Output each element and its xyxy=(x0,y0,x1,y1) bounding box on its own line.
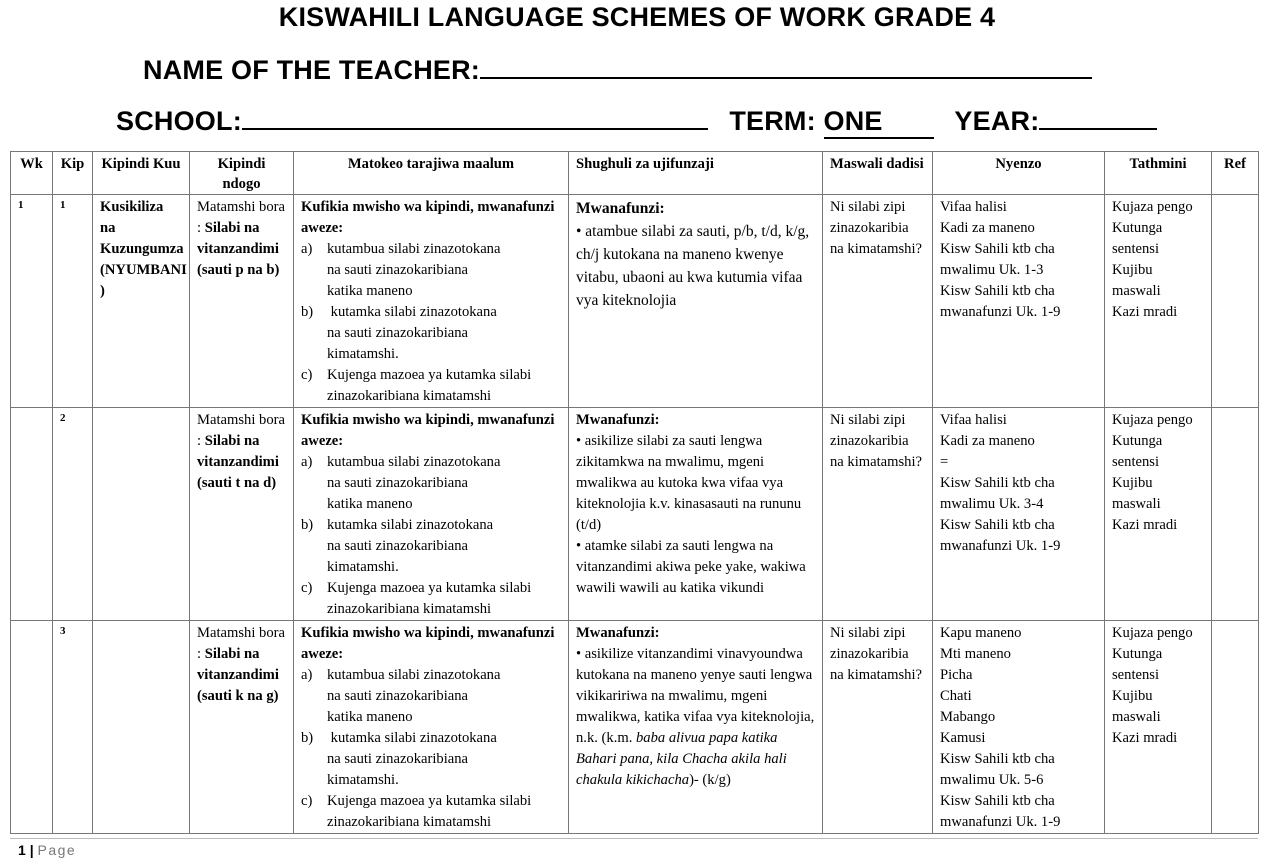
col-kipindi-kuu: Kipindi Kuu xyxy=(93,152,190,195)
nyenzo-cell xyxy=(933,621,1105,834)
teacher-label: NAME OF THE TEACHER: xyxy=(143,55,480,85)
list-item-cont: kimatamshi. xyxy=(327,346,399,362)
nyenzo-item: Picha xyxy=(940,667,973,683)
nyenzo-item: = xyxy=(940,454,949,470)
ref-cell xyxy=(1212,195,1259,408)
shughuli-cell xyxy=(569,195,823,408)
teacher-name-blank xyxy=(480,53,1092,79)
matokeo-cell xyxy=(294,195,569,408)
kip-cell: 3 xyxy=(53,621,93,834)
kipindi-ndogo-cell xyxy=(190,621,294,834)
nyenzo-item: Kamusi xyxy=(940,730,986,746)
matokeo-list xyxy=(301,452,561,620)
matokeo-list xyxy=(301,665,561,833)
col-kip: Kip xyxy=(53,152,93,195)
shughuli-text: • asikilize vitanzandimi vinavyoundwa kutokana na maneno yenye sauti lengwa vikikaririwa na mwalimu, mgeni mwalikwa, katika vifaa vya kiteknolojia, n.k. (k.m. baba alivua papa katika Bahari pana, kila Chacha akila hali chakula kikichacha)- (k/g) xyxy=(576,646,815,788)
shughuli-text: • asikilize silabi za sauti lengwa zikitamkwa na mwalimu, mgeni mwalikwa au kutoka kwa vifaa vya kiteknolojia k.v. kinasasauti na rununu (t/d) xyxy=(576,433,802,533)
tathmini-item: Kutunga sentensi xyxy=(1112,220,1163,257)
nyenzo-cell xyxy=(933,408,1105,621)
list-item: b) kutamka silabi zinazotokana xyxy=(301,730,497,746)
list-item: c) Kujenga mazoea ya kutamka silabi xyxy=(301,367,532,383)
shughuli-text: • atamke silabi za sauti lengwa na vitanzandimi akiwa peke yake, wakiwa wawili wawili au katika vikundi xyxy=(576,538,806,596)
kipindi-kuu-cell xyxy=(93,621,190,834)
page-footer xyxy=(18,842,76,858)
shughuli-cell xyxy=(569,621,823,834)
list-item: c) Kujenga mazoea ya kutamka silabi xyxy=(301,793,532,809)
matokeo-cell xyxy=(294,408,569,621)
term-label: TERM: xyxy=(729,106,816,136)
school-term-year-line xyxy=(116,104,1157,139)
header-row xyxy=(11,152,1259,195)
col-maswali: Maswali dadisi xyxy=(823,152,933,195)
document-title: KISWAHILI LANGUAGE SCHEMES OF WORK GRADE 4 xyxy=(278,2,996,32)
col-wk: Wk xyxy=(11,152,53,195)
list-item: b) kutamka silabi zinazotokana xyxy=(301,304,497,320)
tathmini-item: Kujibu maswali xyxy=(1112,688,1161,725)
nyenzo-item: Kisw Sahili ktb cha mwalimu Uk. 1-3 xyxy=(940,241,1055,278)
col-tathmini: Tathmini xyxy=(1105,152,1212,195)
tathmini-item: Kujaza pengo xyxy=(1112,625,1193,641)
nyenzo-cell xyxy=(933,195,1105,408)
list-item-cont: na sauti zinazokaribiana xyxy=(327,475,469,491)
tathmini-cell xyxy=(1105,408,1212,621)
tathmini-item: Kujibu maswali xyxy=(1112,262,1161,299)
kipindi-ndogo-cell xyxy=(190,195,294,408)
table-row xyxy=(11,195,1259,408)
page-number: 1 xyxy=(18,842,26,858)
table-row xyxy=(11,408,1259,621)
school-label: SCHOOL: xyxy=(116,106,242,136)
tathmini-item: Kazi mradi xyxy=(1112,730,1178,746)
matokeo-intro: Kufikia mwisho wa kipindi, mwanafunzi aweze: xyxy=(301,412,555,449)
kipindi-ndogo-cell xyxy=(190,408,294,621)
list-item-cont: na sauti zinazokaribiana xyxy=(327,751,469,767)
school-blank xyxy=(242,104,708,130)
tathmini-item: Kutunga sentensi xyxy=(1112,646,1163,683)
wk-cell xyxy=(11,408,53,621)
ref-cell xyxy=(1212,621,1259,834)
col-ref: Ref xyxy=(1212,152,1259,195)
nyenzo-item: Chati xyxy=(940,688,972,704)
list-item-cont: katika maneno xyxy=(327,709,413,725)
scheme-table xyxy=(10,151,1259,834)
shughuli-cell xyxy=(569,408,823,621)
list-item: a) kutambua silabi zinazotokana xyxy=(301,454,501,470)
page-word: Page xyxy=(37,842,77,858)
tathmini-item: Kujaza pengo xyxy=(1112,199,1193,215)
list-item-cont: kimatamshi. xyxy=(327,559,399,575)
ndogo-prefix: Matamshi bora : xyxy=(197,625,285,662)
nyenzo-item: Kadi za maneno xyxy=(940,433,1035,449)
ndogo-prefix: Matamshi bora : xyxy=(197,412,285,449)
list-item-cont: kimatamshi. xyxy=(327,772,399,788)
list-item-cont: zinazokaribiana kimatamshi xyxy=(327,601,492,617)
list-item-cont: na sauti zinazokaribiana xyxy=(327,325,469,341)
maswali-cell: Ni silabi zipi zinazokaribia na kimatamshi? xyxy=(823,408,933,621)
list-item: b) kutamka silabi zinazotokana xyxy=(301,517,494,533)
list-item: c) Kujenga mazoea ya kutamka silabi xyxy=(301,580,532,596)
matokeo-intro: Kufikia mwisho wa kipindi, mwanafunzi aweze: xyxy=(301,625,555,662)
nyenzo-item: Kadi za maneno xyxy=(940,220,1035,236)
list-item-cont: na sauti zinazokaribiana xyxy=(327,538,469,554)
nyenzo-item: Mabango xyxy=(940,709,996,725)
tathmini-item: Kazi mradi xyxy=(1112,517,1178,533)
list-item-cont: zinazokaribiana kimatamshi xyxy=(327,814,492,830)
tathmini-item: Kutunga sentensi xyxy=(1112,433,1163,470)
nyenzo-item: Mti maneno xyxy=(940,646,1011,662)
ref-cell xyxy=(1212,408,1259,621)
nyenzo-item: Vifaa halisi xyxy=(940,199,1007,215)
year-blank xyxy=(1039,104,1157,130)
ndogo-prefix: Matamshi bora : xyxy=(197,199,285,236)
nyenzo-item: Vifaa halisi xyxy=(940,412,1007,428)
list-item-cont: katika maneno xyxy=(327,283,413,299)
list-item: a) kutambua silabi zinazotokana xyxy=(301,241,501,257)
nyenzo-item: Kisw Sahili ktb cha mwalimu Uk. 5-6 xyxy=(940,751,1055,788)
col-nyenzo: Nyenzo xyxy=(933,152,1105,195)
shughuli-head: Mwanafunzi: xyxy=(576,412,660,428)
year-label: YEAR: xyxy=(954,106,1040,136)
list-item-cont: katika maneno xyxy=(327,496,413,512)
matokeo-intro: Kufikia mwisho wa kipindi, mwanafunzi aweze: xyxy=(301,199,555,236)
nyenzo-item: Kisw Sahili ktb cha mwanafunzi Uk. 1-9 xyxy=(940,283,1061,320)
table-row xyxy=(11,621,1259,834)
wk-cell: 1 xyxy=(11,195,53,408)
footer-divider xyxy=(10,838,1258,839)
list-item-cont: na sauti zinazokaribiana xyxy=(327,688,469,704)
matokeo-cell xyxy=(294,621,569,834)
ndogo-topic: Silabi na vitanzandimi (sauti p na b) xyxy=(197,220,280,278)
col-matokeo: Matokeo tarajiwa maalum xyxy=(294,152,569,195)
list-item-cont: zinazokaribiana kimatamshi xyxy=(327,388,492,404)
tathmini-item: Kujibu maswali xyxy=(1112,475,1161,512)
term-value: ONE xyxy=(824,106,934,139)
ndogo-topic: Silabi na vitanzandimi (sauti k na g) xyxy=(197,646,279,704)
shughuli-head: Mwanafunzi: xyxy=(576,200,665,217)
matokeo-list xyxy=(301,239,561,407)
tathmini-cell xyxy=(1105,195,1212,408)
tathmini-item: Kazi mradi xyxy=(1112,304,1178,320)
kip-cell: 1 xyxy=(53,195,93,408)
tathmini-item: Kujaza pengo xyxy=(1112,412,1193,428)
wk-cell xyxy=(11,621,53,834)
nyenzo-item: Kisw Sahili ktb cha mwanafunzi Uk. 1-9 xyxy=(940,517,1061,554)
maswali-cell: Ni silabi zipi zinazokaribia na kimatamshi? xyxy=(823,621,933,834)
teacher-name-line xyxy=(143,53,1092,86)
maswali-cell: Ni silabi zipi zinazokaribia na kimatamshi? xyxy=(823,195,933,408)
ndogo-topic: Silabi na vitanzandimi (sauti t na d) xyxy=(197,433,279,491)
kipindi-kuu-cell xyxy=(93,408,190,621)
shughuli-head: Mwanafunzi: xyxy=(576,625,660,641)
kipindi-kuu-cell: Kusikiliza na Kuzungumza (NYUMBANI ) xyxy=(93,195,190,408)
nyenzo-item: Kisw Sahili ktb cha mwanafunzi Uk. 1-9 xyxy=(940,793,1061,830)
shughuli-text: • atambue silabi za sauti, p/b, t/d, k/g, ch/j kutokana na maneno kwenye vitabu, ubaoni au kwa kutumia vifaa vya kiteknolojia xyxy=(576,223,810,309)
footer-separator: | xyxy=(29,842,34,858)
nyenzo-item: Kapu maneno xyxy=(940,625,1022,641)
col-shughuli: Shughuli za ujifunzaji xyxy=(569,152,823,195)
kip-cell: 2 xyxy=(53,408,93,621)
nyenzo-item: Kisw Sahili ktb cha mwalimu Uk. 3-4 xyxy=(940,475,1055,512)
tathmini-cell xyxy=(1105,621,1212,834)
list-item-cont: na sauti zinazokaribiana xyxy=(327,262,469,278)
list-item: a) kutambua silabi zinazotokana xyxy=(301,667,501,683)
col-kipindi-ndogo: Kipindi ndogo xyxy=(190,152,294,195)
